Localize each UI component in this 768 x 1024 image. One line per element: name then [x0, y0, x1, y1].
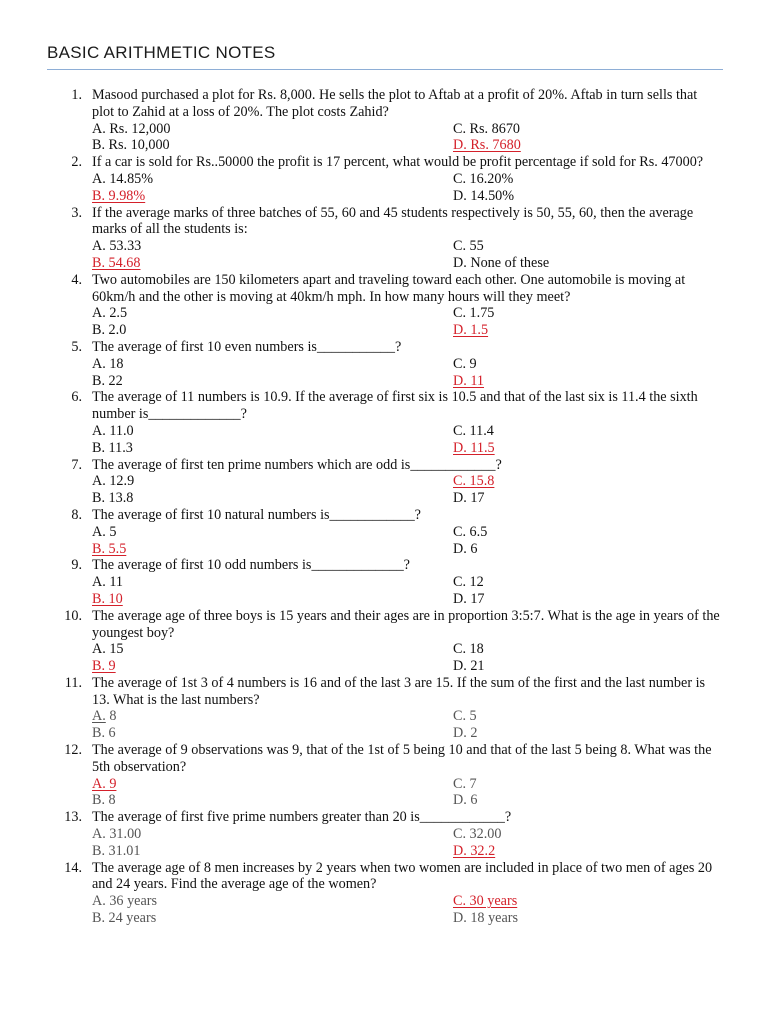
answer-option-correct: C. 30 years — [453, 893, 518, 910]
question-item — [0, 154, 768, 204]
answer-option: A. 5 — [92, 523, 117, 540]
answer-option: B. 22 — [92, 372, 123, 389]
option-row — [0, 490, 768, 507]
answer-option: D. 14.50% — [453, 187, 515, 204]
question-item — [0, 87, 768, 154]
answer-option: B. 11.3 — [92, 439, 133, 456]
answer-option: A. 53.33 — [92, 238, 142, 255]
option-row — [0, 305, 768, 322]
answer-option: D. 17 — [453, 590, 485, 607]
answer-option-correct: B. 10 — [92, 590, 123, 607]
question-number: 7. — [71, 456, 82, 473]
answer-option: D. 21 — [453, 658, 485, 675]
answer-option: D. 6 — [453, 540, 478, 557]
option-row — [0, 137, 768, 154]
question-text: If the average marks of three batches of 55, 60 and 45 students respectively is 50, 55, 60, then the average marks of all the students is: — [92, 204, 694, 238]
answer-option: C. Rs. 8670 — [453, 120, 521, 137]
answer-option: C. 1.75 — [453, 305, 495, 322]
answer-option: C. 55 — [453, 238, 484, 255]
answer-option: B. 6 — [92, 725, 116, 742]
answer-option: A. 2.5 — [92, 305, 128, 322]
answer-option-correct: B. 9.98% — [92, 187, 146, 204]
option-row — [0, 121, 768, 138]
question-item — [0, 457, 768, 507]
question-number: 1. — [71, 87, 82, 103]
question-text: The average of 1st 3 of 4 numbers is 16 and of the last 3 are 15. If the sum of the first and the last number is 13. What is the last numbers? — [92, 674, 706, 708]
answer-option: A. 11.0 — [92, 422, 134, 439]
option-row — [0, 171, 768, 188]
option-row — [0, 641, 768, 658]
answer-option: D. 6 — [453, 792, 478, 809]
option-row — [0, 826, 768, 843]
option-row — [0, 776, 768, 793]
option-row — [0, 725, 768, 742]
answer-option: C. 16.20% — [453, 170, 514, 187]
answer-option-correct: D. 11 — [453, 372, 485, 389]
question-list — [0, 87, 768, 927]
answer-option: C. 6.5 — [453, 523, 488, 540]
answer-option: A. 11 — [92, 574, 124, 591]
question-item — [0, 507, 768, 557]
option-row — [0, 440, 768, 457]
question-text: Two automobiles are 150 kilometers apart and traveling toward each other. One automobile is moving at 60km/h and the other is moving at 40km/h mph. In how many hours will they meet? — [92, 271, 686, 305]
option-row — [0, 541, 768, 558]
option-row — [0, 792, 768, 809]
question-item — [0, 339, 768, 389]
question-number: 4. — [71, 271, 82, 288]
option-row — [0, 658, 768, 675]
answer-option-correct: C. 15.8 — [453, 473, 495, 490]
question-number: 12. — [64, 742, 82, 759]
question-number: 3. — [71, 204, 82, 221]
answer-option: C. 5 — [453, 708, 477, 725]
question-number: 13. — [64, 809, 82, 826]
answer-option-correct: D. 1.5 — [453, 322, 489, 339]
answer-option: A. 14.85% — [92, 170, 154, 187]
question-text: The average of first 10 natural numbers is____________? — [92, 506, 421, 523]
question-item — [0, 389, 768, 456]
option-row — [0, 188, 768, 205]
answer-option: B. 24 years — [92, 910, 157, 927]
option-row — [0, 910, 768, 927]
question-number: 14. — [64, 859, 82, 876]
question-text: The average of first 10 odd numbers is_____________? — [92, 557, 410, 574]
header-divider — [47, 69, 723, 70]
answer-option: C. 11.4 — [453, 422, 494, 439]
option-row — [0, 708, 768, 725]
question-item — [0, 608, 768, 675]
answer-option: D. 17 — [453, 490, 485, 507]
option-row — [0, 574, 768, 591]
answer-option: D. 2 — [453, 725, 478, 742]
question-number: 6. — [71, 389, 82, 406]
question-item — [0, 809, 768, 859]
option-row — [0, 423, 768, 440]
answer-option: C. 32.00 — [453, 826, 502, 843]
answer-option-correct: D. Rs. 7680 — [453, 137, 521, 154]
option-row — [0, 255, 768, 272]
question-text: The average of first five prime numbers greater than 20 is____________? — [92, 809, 512, 826]
answer-option: D. None of these — [453, 254, 550, 271]
answer-option: C. 18 — [453, 641, 484, 658]
question-item — [0, 742, 768, 809]
question-number: 2. — [71, 154, 82, 171]
question-item — [0, 205, 768, 272]
option-row — [0, 843, 768, 860]
answer-option: B. Rs. 10,000 — [92, 137, 170, 154]
page-title: BASIC ARITHMETIC NOTES — [47, 43, 276, 62]
answer-option: C. 12 — [453, 574, 484, 591]
answer-option: C. 9 — [453, 355, 477, 372]
answer-option-correct: D. 11.5 — [453, 439, 495, 456]
answer-option-correct: A. 9 — [92, 775, 117, 792]
question-item — [0, 675, 768, 742]
answer-option: A. 31.00 — [92, 826, 142, 843]
question-text: The average of 11 numbers is 10.9. If the average of first six is 10.5 and that of the last six is 11.4 the sixth number is_____________? — [92, 389, 698, 423]
option-row — [0, 322, 768, 339]
answer-option: A. 36 years — [92, 893, 158, 910]
option-row — [0, 893, 768, 910]
answer-option-correct: B. 5.5 — [92, 540, 127, 557]
question-text: The average age of three boys is 15 years and their ages are in proportion 3:5:7. What is the age in years of the youngest boy? — [92, 607, 720, 641]
question-number: 5. — [71, 338, 82, 355]
answer-option: A. 18 — [92, 355, 124, 372]
question-number: 8. — [71, 506, 82, 523]
answer-option: B. 13.8 — [92, 490, 134, 507]
question-text: If a car is sold for Rs..50000 the profit is 17 percent, what would be profit percentage if sold for Rs. 47000? — [92, 154, 704, 171]
answer-option-correct: B. 9 — [92, 658, 116, 675]
answer-option: D. 18 years — [453, 910, 519, 927]
answer-option: A. 8 — [92, 708, 117, 725]
question-number: 9. — [71, 557, 82, 574]
question-number: 10. — [64, 607, 82, 624]
question-number: 11. — [64, 674, 82, 691]
option-row — [0, 591, 768, 608]
answer-option: B. 31.01 — [92, 842, 141, 859]
question-item — [0, 860, 768, 927]
option-row — [0, 238, 768, 255]
question-text: The average of first ten prime numbers which are odd is____________? — [92, 456, 502, 473]
question-text: The average age of 8 men increases by 2 years when two women are included in place of two men of ages 20 and 24 years. Find the average age of the women? — [92, 859, 713, 893]
option-row — [0, 373, 768, 390]
question-item — [0, 272, 768, 339]
option-row — [0, 356, 768, 373]
option-row — [0, 524, 768, 541]
answer-option: A. 12.9 — [92, 473, 135, 490]
answer-option: A. Rs. 12,000 — [92, 120, 171, 137]
question-text: The average of first 10 even numbers is___________? — [92, 338, 402, 355]
answer-option-correct: D. 32.2 — [453, 842, 496, 859]
answer-option: B. 8 — [92, 792, 116, 809]
question-text: Masood purchased a plot for Rs. 8,000. He sells the plot to Aftab at a profit of 20%. Aftab in turn sells that plot to Zahid at a loss of 20%. The plot costs Zahid? — [92, 87, 698, 120]
answer-option: A. 15 — [92, 641, 124, 658]
question-item — [0, 557, 768, 607]
answer-option: C. 7 — [453, 775, 477, 792]
option-row — [0, 473, 768, 490]
question-text: The average of 9 observations was 9, that of the 1st of 5 being 10 and that of the last 5 being 8. What was the 5th observation? — [92, 742, 712, 775]
answer-option: B. 2.0 — [92, 322, 127, 339]
answer-option-correct: B. 54.68 — [92, 254, 141, 271]
